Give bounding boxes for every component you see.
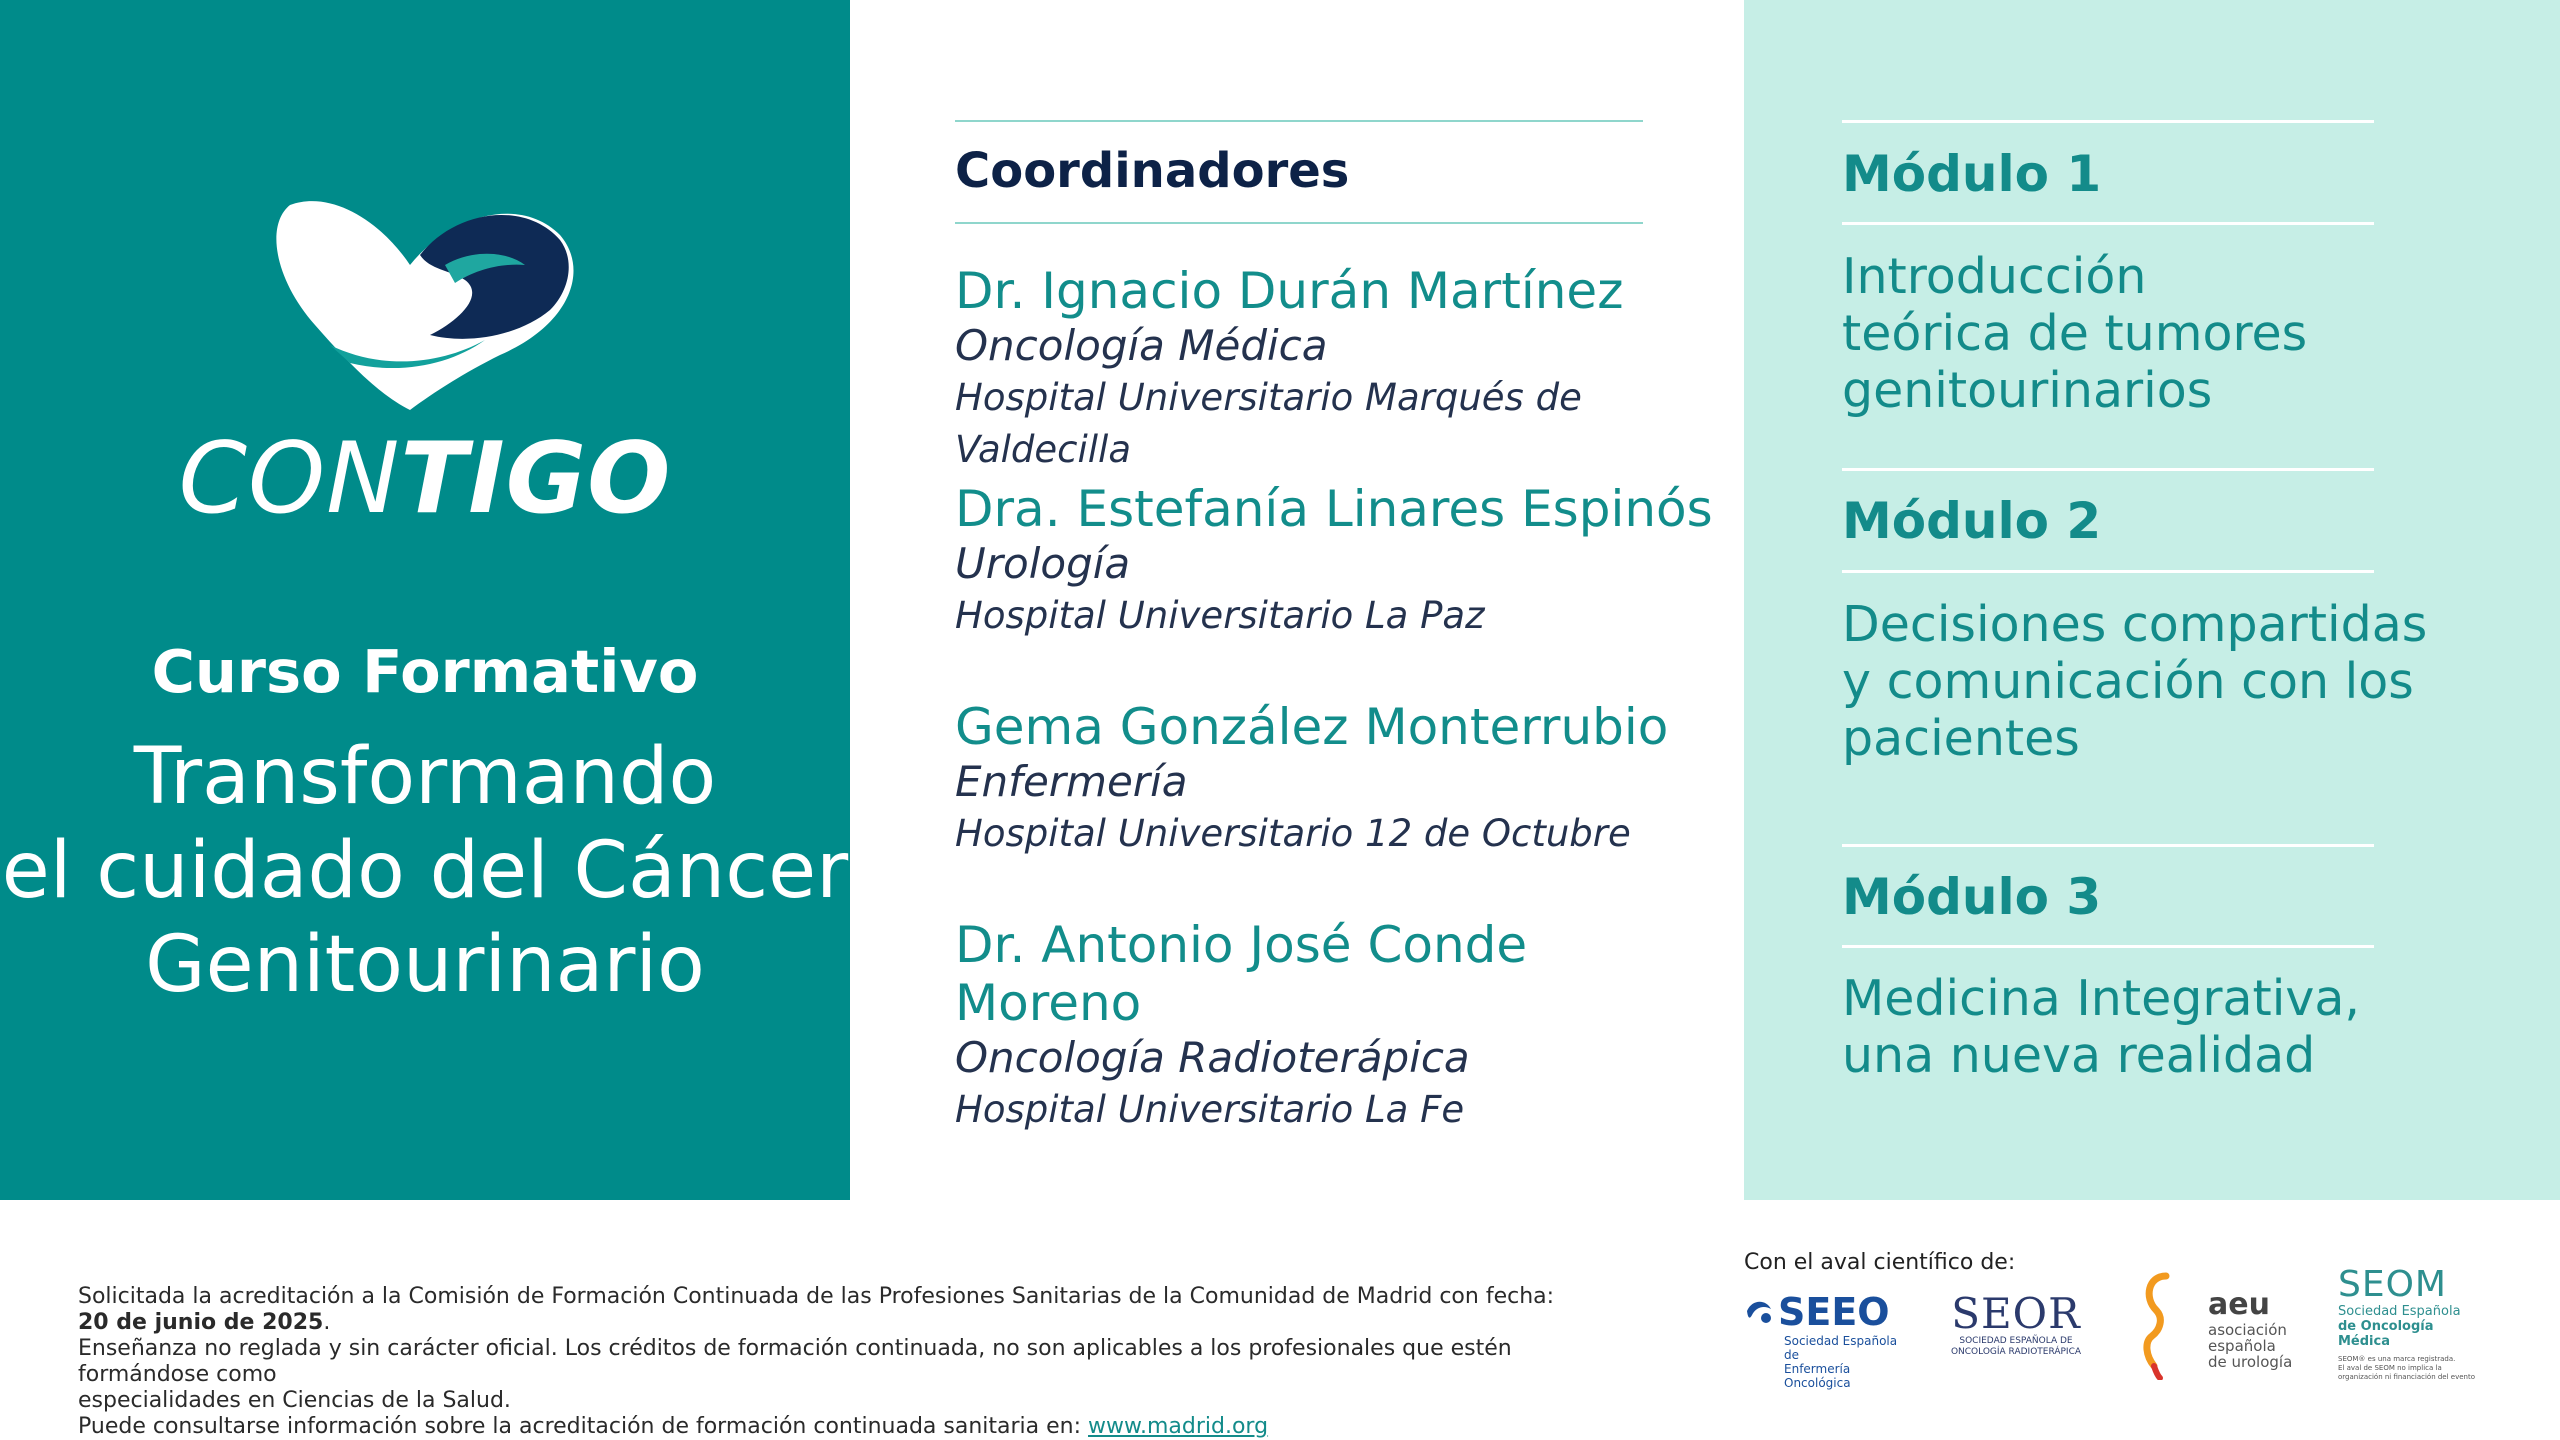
divider <box>1842 120 2374 123</box>
info-line <box>78 1414 1578 1440</box>
seeo-sub-line: Sociedad Española de <box>1784 1334 1898 1362</box>
seom-note-line: SEOM® es una marca registrada. <box>2338 1355 2456 1363</box>
module-description-line: y comunicación con los <box>1842 653 2414 710</box>
module-description-line: genitourinarios <box>1842 362 2213 419</box>
seom-note-line: organización ni financiación del evento <box>2338 1373 2475 1381</box>
seeo-name: SEEO <box>1778 1290 1890 1334</box>
module-description-line: una nueva realidad <box>1842 1027 2316 1084</box>
aeu-logo <box>2138 1270 2298 1380</box>
aeu-sub-line: de urología <box>2208 1353 2293 1371</box>
coordinator-specialty: Oncología Radioterápica <box>955 1033 1470 1082</box>
aeu-subtitle <box>2208 1322 2292 1370</box>
aeu-name: aeu <box>2208 1287 2270 1322</box>
coordinator-item <box>955 916 1715 1136</box>
divider <box>1842 222 2374 225</box>
left-panel <box>0 0 850 1200</box>
module-description <box>1842 248 2442 419</box>
module-description-line: pacientes <box>1842 710 2080 767</box>
info-text: Puede consultarse información sobre la acreditación de formación continuada sanitaria en: <box>78 1414 1089 1439</box>
coordinator-item <box>955 262 1715 476</box>
seom-sub-line: de Oncología Médica <box>2338 1319 2434 1349</box>
divider <box>1842 844 2374 847</box>
course-title-line2 <box>0 824 850 918</box>
coordinators-heading: Coordinadores <box>955 143 1350 199</box>
seeo-mark-icon <box>1744 1297 1774 1327</box>
madrid-link[interactable]: www.madrid.org <box>1088 1414 1269 1439</box>
module-title: Módulo 2 <box>1842 492 2102 550</box>
disclaimer-line: especialidades en Ciencias de la Salud. <box>78 1388 511 1413</box>
divider-heading <box>955 222 1643 224</box>
seeo-logo <box>1744 1290 1904 1390</box>
module-description-line: Medicina Integrativa, <box>1842 970 2360 1027</box>
aeu-sub-line: española <box>2208 1337 2276 1355</box>
course-title <box>0 730 850 1012</box>
coordinator-name: Dr. Ignacio Durán Martínez <box>955 262 1624 320</box>
sponsors-label: Con el aval científico de: <box>1744 1250 2016 1275</box>
coordinator-specialty: Urología <box>955 539 1131 588</box>
course-title-line2-a: el cuidado del <box>1 826 574 916</box>
aeu-sub-line: asociación <box>2208 1321 2287 1339</box>
divider <box>1842 468 2374 471</box>
seor-sub-line: SOCIEDAD ESPAÑOLA DE <box>1959 1336 2073 1346</box>
seom-note <box>2338 1355 2478 1382</box>
module-description-line: Introducción <box>1842 248 2147 305</box>
coordinator-name: Gema González Monterrubio <box>955 698 1669 756</box>
seom-sub-line: Sociedad Española <box>2338 1304 2461 1319</box>
seom-note-line: El aval de SEOM no implica la <box>2338 1364 2442 1372</box>
seor-sub-line: ONCOLOGÍA RADIOTERÁPICA <box>1950 1347 2082 1357</box>
divider <box>1842 570 2374 573</box>
divider <box>1842 945 2374 948</box>
aeu-kidney-icon <box>2138 1270 2182 1380</box>
brand-part2: TIGO <box>400 422 672 536</box>
module-description <box>1842 596 2442 767</box>
seom-subtitle <box>2338 1304 2478 1349</box>
accreditation-period: . <box>323 1310 331 1335</box>
disclaimer-line: Enseñanza no reglada y sin carácter oficial. Los créditos de formación continuada, no son aplicables a los profesionales que estén formándose como <box>78 1336 1512 1387</box>
divider-top <box>955 120 1643 122</box>
accreditation-line <box>78 1284 1578 1336</box>
seom-name: SEOM <box>2338 1264 2447 1305</box>
module-description <box>1842 970 2442 1084</box>
seeo-subtitle <box>1784 1334 1904 1390</box>
brand-part1: CON <box>178 422 401 536</box>
coordinator-specialty: Enfermería <box>955 757 1188 806</box>
course-title-line2-b: Cáncer <box>573 826 849 916</box>
course-title-line1: Transformando <box>133 732 717 822</box>
module-title: Módulo 3 <box>1842 868 2102 926</box>
module-title: Módulo 1 <box>1842 145 2102 203</box>
module-description-line: teórica de tumores <box>1842 305 2308 362</box>
coordinator-hospital: Hospital Universitario La Fe <box>955 1088 1465 1131</box>
accreditation-text: Solicitada la acreditación a la Comisión de Formación Continuada de las Profesiones Sanitarias de la Comunidad de Madrid con fecha: <box>78 1284 1555 1309</box>
coordinator-hospital: Hospital Universitario Marqués de Valdecilla <box>955 376 1582 471</box>
seom-logo <box>2338 1266 2478 1382</box>
coordinator-item <box>955 698 1715 860</box>
seor-logo <box>1946 1289 2086 1358</box>
seor-subtitle <box>1946 1336 2086 1358</box>
coordinator-specialty: Oncología Médica <box>955 321 1328 370</box>
accreditation-notice <box>78 1284 1578 1440</box>
course-title-line3: Genitourinario <box>145 920 705 1010</box>
accreditation-date: 20 de junio de 2025 <box>78 1310 324 1335</box>
coordinator-hospital: Hospital Universitario 12 de Octubre <box>955 812 1631 855</box>
coordinator-name: Dra. Estefanía Linares Espinós <box>955 480 1713 538</box>
coordinator-hospital: Hospital Universitario La Paz <box>955 594 1485 637</box>
coordinator-item <box>955 480 1715 642</box>
module-description-line: Decisiones compartidas <box>1842 596 2428 653</box>
coordinator-name: Dr. Antonio José Conde Moreno <box>955 916 1528 1032</box>
brand-name <box>0 422 850 536</box>
course-label: Curso Formativo <box>151 637 699 706</box>
seor-name: SEOR <box>1951 1289 2081 1338</box>
heart-hands-logo <box>270 195 580 415</box>
seeo-sub-line: Enfermería Oncológica <box>1784 1362 1851 1390</box>
